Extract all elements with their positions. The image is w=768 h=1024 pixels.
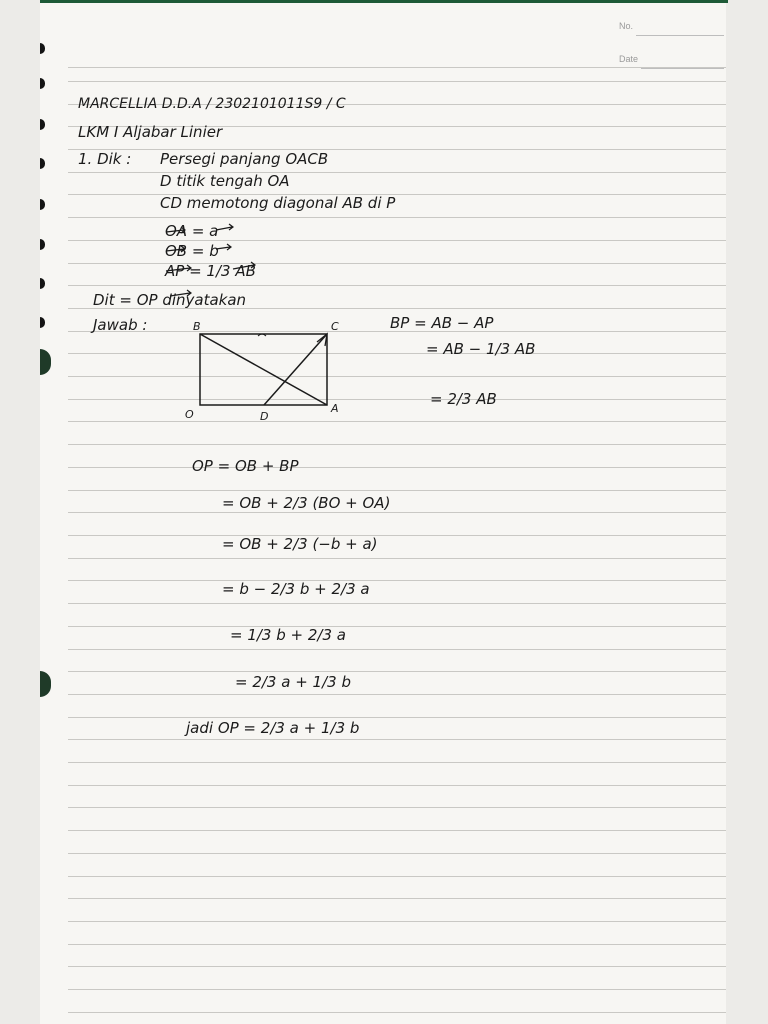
op-step-1: OP = OB + BP	[192, 457, 299, 475]
vertex-label-b: B	[193, 320, 201, 333]
bp-step-2: = AB − 1/3 AB	[426, 340, 536, 358]
vector-arrow-ob	[166, 246, 185, 252]
vector-arrow-b	[216, 244, 231, 250]
op-step-4: = b − 2/3 b + 2/3 a	[222, 580, 370, 598]
problem-number-dik: 1. Dik :	[78, 150, 132, 168]
conclusion-line: jadi OP = 2/3 a + 1/3 b	[186, 719, 360, 737]
diagonal-ba	[200, 334, 327, 405]
vector-arrow-op-asked	[170, 290, 191, 296]
vector-arrow-ap	[166, 265, 191, 271]
bp-step-1: BP = AB − AP	[390, 314, 494, 332]
vertex-label-o: O	[185, 408, 194, 421]
vector-arrow-oa	[166, 227, 185, 233]
vertex-label-a: A	[331, 402, 339, 415]
answer-label: Jawab :	[93, 316, 148, 334]
course-title-line: LKM I Aljabar Linier	[78, 123, 223, 141]
op-step-3: = OB + 2/3 (−b + a)	[222, 535, 378, 553]
bp-step-3: = 2/3 AB	[430, 390, 497, 408]
vector-arrow-a	[216, 224, 233, 230]
given-vector-oa: OA = a	[165, 222, 219, 240]
arrow-marks	[166, 224, 255, 296]
given-vector-ob: OB = b	[165, 242, 219, 260]
op-step-2: = OB + 2/3 (BO + OA)	[222, 494, 391, 512]
given-vector-ap: AP = 1/3 AB	[165, 262, 256, 280]
no-label: No.	[619, 21, 634, 31]
op-step-6: = 2/3 a + 1/3 b	[235, 673, 351, 691]
given-line-2: D titik tengah OA	[160, 172, 290, 190]
date-label: Date	[619, 54, 639, 64]
vector-arrow-ab	[233, 262, 255, 269]
segment-dc	[264, 334, 327, 405]
vertex-label-c: C	[331, 320, 339, 333]
vertex-label-d: D	[260, 410, 269, 423]
op-step-5: = 1/3 b + 2/3 a	[230, 626, 346, 644]
given-line-3: CD memotong diagonal AB di P	[160, 194, 396, 212]
given-line-1: Persegi panjang OACB	[160, 150, 329, 168]
student-identity-line: MARCELLIA D.D.A / 2302101011S9 / C	[78, 96, 346, 112]
asked-line: Dit = OP dinyatakan	[93, 291, 247, 309]
